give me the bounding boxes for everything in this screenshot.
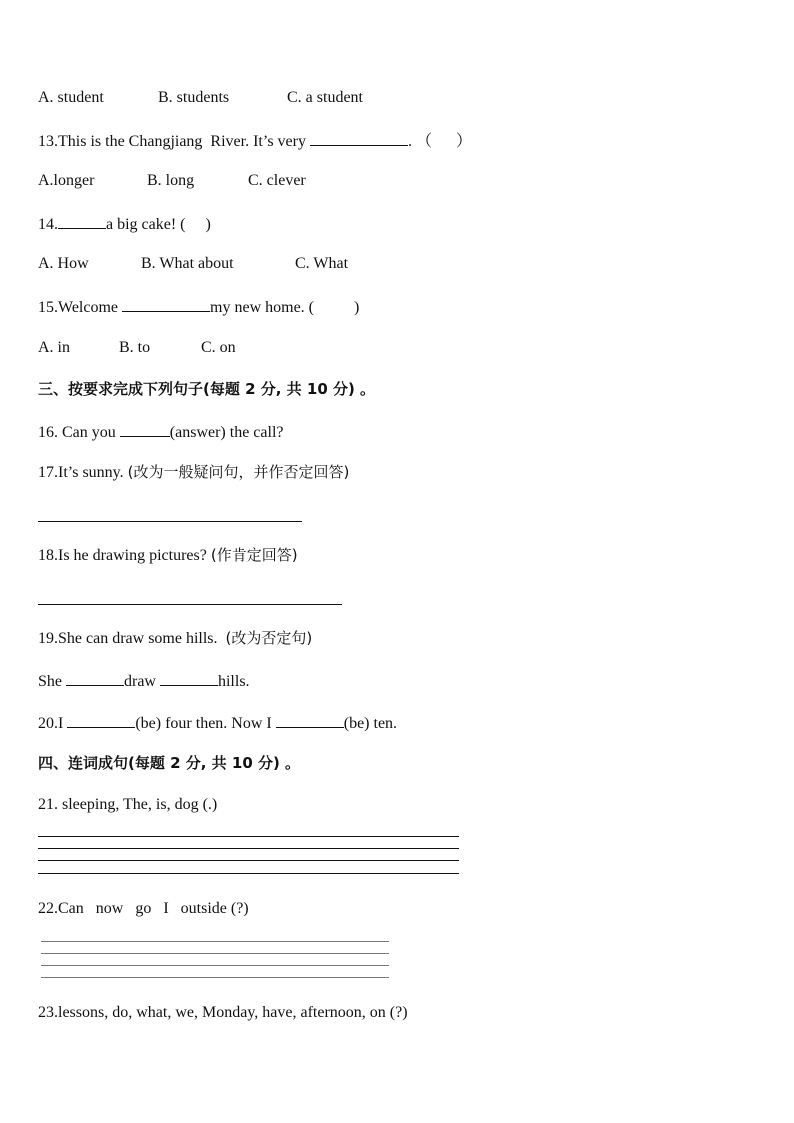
q20-blank-2[interactable]: [276, 712, 344, 728]
q15-option-a: A. in: [38, 339, 70, 356]
q13-text-before: 13.This is the Changjiang River. It’s very: [38, 133, 310, 150]
q12-option-b: B. students: [158, 89, 230, 106]
q15-text-after: my new home. ( ): [210, 299, 360, 316]
q18-instruction: (作肯定回答): [210, 546, 298, 564]
q12-option-a: A. student: [38, 89, 104, 106]
q17-answer-line[interactable]: [38, 521, 302, 522]
q21-writing-line-1[interactable]: [38, 836, 459, 837]
question-15: [38, 296, 359, 318]
q13-option-a: A.longer: [38, 172, 95, 189]
q16-text-before: 16. Can you: [38, 424, 120, 441]
question-13: [38, 130, 472, 152]
q14-option-b: B. What about: [141, 255, 234, 272]
question-16: [38, 421, 284, 443]
q18-answer-line[interactable]: [38, 604, 342, 605]
q19-blank-2[interactable]: [160, 670, 218, 686]
q22-writing-line-1[interactable]: [41, 941, 389, 942]
q15-text-before: 15.Welcome: [38, 299, 123, 316]
q20-blank-1[interactable]: [67, 712, 135, 728]
q12-option-c: C. a student: [287, 89, 363, 106]
q20-text-mid: (be) four then. Now I: [135, 715, 276, 732]
q16-text-after: (answer) the call?: [169, 424, 284, 441]
q17-instruction: (改为一般疑问句，并作否定回答): [127, 463, 350, 481]
question-19: [38, 628, 312, 649]
q20-number: 20.I: [38, 715, 68, 732]
q15-option-b: B. to: [119, 339, 151, 356]
q14-option-a: A. How: [38, 255, 89, 272]
q21-writing-line-4[interactable]: [38, 873, 459, 874]
q22-writing-line-4[interactable]: [41, 977, 389, 978]
q15-answer-blank[interactable]: [122, 296, 210, 312]
q14-option-c: C. What: [295, 255, 349, 272]
q15-option-c: C. on: [201, 339, 236, 356]
q19-word-hills: hills.: [217, 673, 250, 690]
question-21: 21. sleeping, The, is, dog (.): [38, 796, 218, 813]
question-17: [38, 462, 349, 483]
q16-answer-blank[interactable]: [120, 421, 170, 437]
q13-option-b: B. long: [147, 172, 195, 189]
q19-word-draw: draw: [124, 673, 160, 690]
q19-blank-1[interactable]: [66, 670, 124, 686]
q22-writing-line-3[interactable]: [41, 965, 389, 966]
question-23: 23.lessons, do, what, we, Monday, have, afternoon, on (?): [38, 1004, 408, 1021]
q19-text: 19.She can draw some hills.: [38, 630, 226, 647]
q13-text-after: . （ ）: [407, 133, 472, 150]
q20-text-end: (be) ten.: [343, 715, 398, 732]
q14-text-after: a big cake! ( ): [106, 216, 211, 233]
q14-number: 14.: [38, 216, 58, 233]
q13-option-c: C. clever: [248, 172, 306, 189]
question-14: [38, 213, 211, 235]
q17-text: 17.It’s sunny.: [38, 464, 128, 481]
question-18: [38, 545, 298, 566]
question-22: 22.Can now go I outside (?): [38, 900, 249, 917]
q21-writing-line-3[interactable]: [38, 860, 459, 861]
question-20: [38, 712, 397, 734]
section-3-heading: 三、按要求完成下列句子(每题 2 分, 共 10 分) 。: [38, 380, 376, 398]
q19-answer: [38, 670, 250, 692]
q21-writing-line-2[interactable]: [38, 848, 459, 849]
section-4-heading: 四、连词成句(每题 2 分, 共 10 分) 。: [38, 754, 301, 772]
q19-word-she: She: [38, 673, 66, 690]
q18-text: 18.Is he drawing pictures?: [38, 547, 211, 564]
q13-answer-blank[interactable]: [310, 130, 408, 146]
q22-writing-line-2[interactable]: [41, 953, 389, 954]
q14-answer-blank[interactable]: [58, 213, 106, 229]
q19-instruction: (改为否定句): [225, 629, 313, 647]
